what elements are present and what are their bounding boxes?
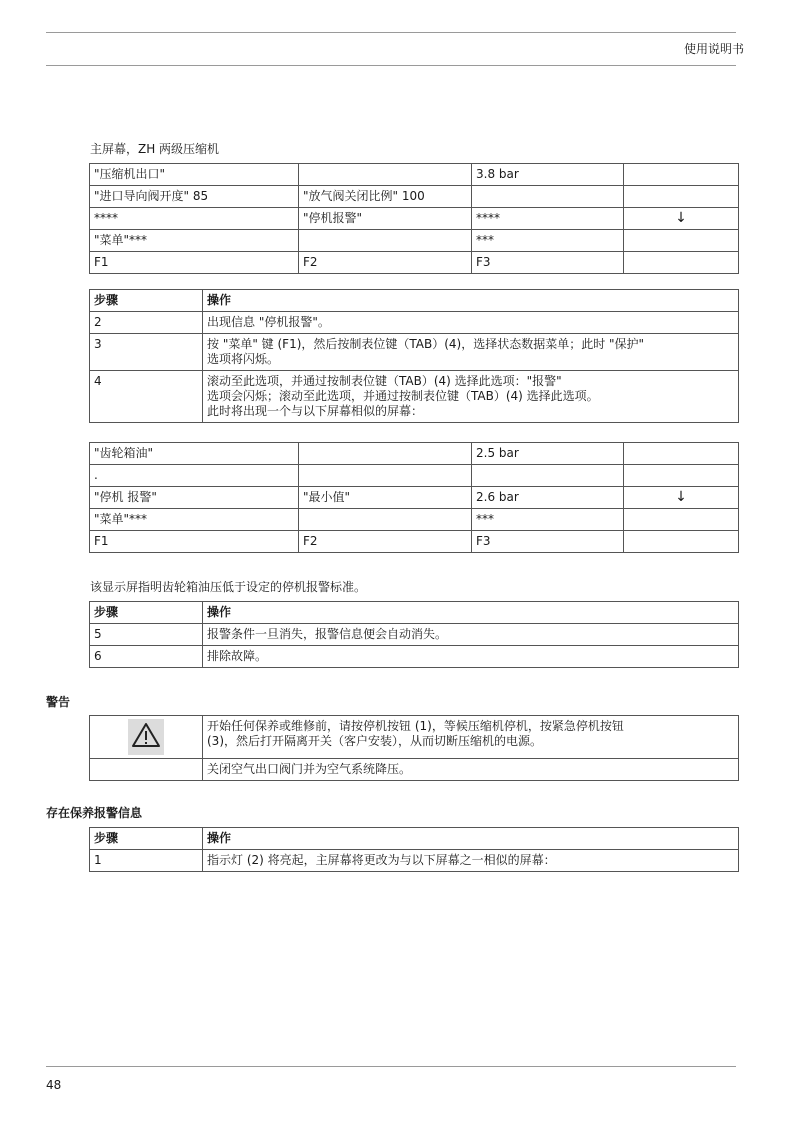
screen-row [90, 487, 739, 509]
scroll-down-arrow-icon: ↓ [675, 210, 687, 226]
header-action: 操作 [203, 828, 739, 850]
screen-row [90, 164, 739, 186]
screen-cell [624, 186, 739, 208]
step-number: 1 [90, 850, 203, 872]
step-number: 5 [90, 624, 203, 646]
screen1-caption: 主屏幕，ZH 两级压缩机 [90, 142, 220, 156]
warning-icon-cell [90, 716, 203, 759]
screen-cell [472, 186, 624, 208]
screen-cell [299, 509, 472, 531]
screen-row [90, 531, 739, 553]
warning-line: 开始任何保养或维修前，请按停机按钮 (1)，等候压缩机停机，按紧急停机按钮 [207, 719, 624, 733]
screen-cell [472, 465, 624, 487]
screen-cell [624, 487, 739, 509]
table-row [90, 850, 739, 872]
table-row [90, 759, 739, 781]
action-line: 按 "菜单" 键 (F1)，然后按制表位键（TAB）(4)，选择状态数据菜单；此时 "保护" [207, 337, 645, 351]
header-step: 步骤 [90, 828, 203, 850]
screen-cell [624, 443, 739, 465]
action-line: 选项将闪烁。 [207, 352, 280, 366]
screen-cell: *** [472, 509, 624, 531]
screen-cell: 2.6 bar [472, 487, 624, 509]
screen-cell: **** [472, 208, 624, 230]
step-action [203, 312, 739, 334]
screen-cell: F1 [90, 252, 299, 274]
steps-table-1 [89, 289, 739, 423]
header-step: 步骤 [90, 290, 203, 312]
screen-cell [624, 465, 739, 487]
footer-rule [46, 1066, 736, 1067]
screen-cell: "最小值" [299, 487, 472, 509]
screen-cell: "菜单"*** [90, 230, 299, 252]
screen-row [90, 186, 739, 208]
screen-cell: **** [90, 208, 299, 230]
table-row [90, 646, 739, 668]
screen-cell: "进口导向阀开度" 85 [90, 186, 299, 208]
screen-cell [624, 164, 739, 186]
steps-table-2 [89, 601, 739, 668]
action-line: 滚动至此选项，并通过按制表位键（TAB）(4) 选择此选项："报警" [207, 374, 562, 388]
table-row [90, 312, 739, 334]
step-number: 6 [90, 646, 203, 668]
manual-title: 使用说明书 [683, 42, 744, 56]
warning-text [203, 716, 739, 759]
header-action: 操作 [203, 602, 739, 624]
header-rule-bottom [46, 65, 736, 66]
empty-cell [90, 759, 203, 781]
page-number: 48 [46, 1078, 62, 1092]
screen-cell [624, 208, 739, 230]
table-row [90, 334, 739, 371]
step-action [203, 371, 739, 423]
step-number: 3 [90, 334, 203, 371]
header-action: 操作 [203, 290, 739, 312]
screen-cell: F1 [90, 531, 299, 553]
warning-heading: 警告 [46, 695, 71, 709]
table-row [90, 716, 739, 759]
step-action: 报警条件一旦消失，报警信息便会自动消失。 [203, 624, 739, 646]
screen-cell: *** [472, 230, 624, 252]
warning-table [89, 715, 739, 781]
screen-row [90, 465, 739, 487]
screen-cell [624, 252, 739, 274]
screen-cell: F2 [299, 252, 472, 274]
screen-cell: "停机 报警" [90, 487, 299, 509]
step-number: 4 [90, 371, 203, 423]
screen-cell [624, 230, 739, 252]
screen-cell: 3.8 bar [472, 164, 624, 186]
table-header-row [90, 828, 739, 850]
screen-cell [624, 509, 739, 531]
action-line: 此时将出现一个与以下屏幕相似的屏幕： [207, 404, 424, 418]
gearbox-oil-screen-table [89, 442, 739, 553]
step-action: 指示灯 (2) 将亮起，主屏幕将更改为与以下屏幕之一相似的屏幕： [203, 850, 739, 872]
table-row [90, 624, 739, 646]
warning-triangle-icon [128, 719, 164, 755]
screen-cell [299, 164, 472, 186]
warning-text: 关闭空气出口阀门并为空气系统降压。 [203, 759, 739, 781]
screen-cell: F3 [472, 252, 624, 274]
screen-cell: "菜单"*** [90, 509, 299, 531]
screen-row [90, 230, 739, 252]
header-step: 步骤 [90, 602, 203, 624]
header-rule-top [46, 32, 736, 33]
screen-row [90, 509, 739, 531]
scroll-down-arrow-icon: ↓ [675, 489, 687, 505]
screen-cell: "停机报警" [299, 208, 472, 230]
maintenance-heading: 存在保养报警信息 [46, 806, 143, 820]
table-row [90, 371, 739, 423]
note-text: 该显示屏指明齿轮箱油压低于设定的停机报警标准。 [90, 580, 367, 594]
warning-line: (3)，然后打开隔离开关（客户安装），从而切断压缩机的电源。 [207, 734, 543, 748]
table-header-row [90, 290, 739, 312]
screen-cell: "齿轮箱油" [90, 443, 299, 465]
main-screen-table [89, 163, 739, 274]
screen-cell: "压缩机出口" [90, 164, 299, 186]
table-header-row [90, 602, 739, 624]
action-line: 选项会闪烁；滚动至此选项，并通过按制表位键（TAB）(4) 选择此选项。 [207, 389, 599, 403]
screen-row [90, 252, 739, 274]
screen-cell: "放气阀关闭比例" 100 [299, 186, 472, 208]
screen-cell [624, 531, 739, 553]
screen-row [90, 443, 739, 465]
screen-cell: 2.5 bar [472, 443, 624, 465]
screen-cell: F3 [472, 531, 624, 553]
action-line: 出现信息 "停机报警"。 [207, 315, 330, 329]
screen-cell [299, 465, 472, 487]
step-number: 2 [90, 312, 203, 334]
maintenance-steps-table [89, 827, 739, 872]
screen-cell [299, 230, 472, 252]
screen-cell [299, 443, 472, 465]
screen-cell: . [90, 465, 299, 487]
screen-row [90, 208, 739, 230]
screen-cell: F2 [299, 531, 472, 553]
step-action: 排除故障。 [203, 646, 739, 668]
step-action [203, 334, 739, 371]
